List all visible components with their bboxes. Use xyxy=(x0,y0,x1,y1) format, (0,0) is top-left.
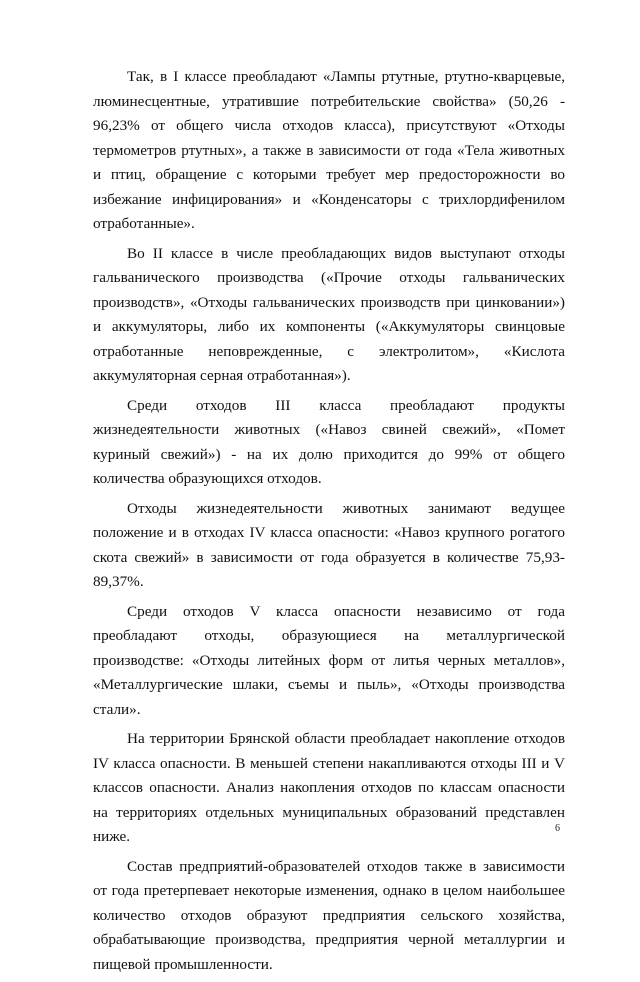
paragraph-class-2: Во II классе в числе преобладающих видов выступают отходы гальванического производства («Прочие отходы гальванических производств», «Отходы гальванических производств при цинковании») и аккумуляторы, либо их компоненты («Аккумуляторы свинцовые отработанные неповрежденные, с электролитом», «Кислота аккумуляторная серная отработанная»). xyxy=(93,244,565,384)
paragraph-class-1: Так, в I классе преобладают «Лампы ртутные, ртутно-кварцевые, люминесцентные, утратившие потребительские свойства» (50,26 - 96,23% от общего числа отходов класса), присутствуют «Отходы термометров ртутных», а также в зависимости от года «Тела животных и птиц, обращение с которыми требует мер предосторожности во избежание инфицирования» и «Конденсаторы с трихлордифенилом отработанные». xyxy=(93,68,565,232)
paragraph-class-4: Отходы жизнедеятельности животных занимают ведущее положение и в отходах IV класса опасности: «Навоз крупного рогатого скота свежий» в зависимости от года образуется в количестве 75,93-89,37%. xyxy=(93,499,565,590)
paragraph-accumulation: На территории Брянской области преобладает накопление отходов IV класса опасности. В меньшей степени накапливаются отходы III и V классов опасности. Анализ накопления отходов по классам опасности на территориях отдельных муниципальных образований представлен ниже. xyxy=(93,730,565,845)
paragraph-class-3: Среди отходов III класса преобладают продукты жизнедеятельности животных («Навоз свиней свежий», «Помет куриный свежий») - на их долю приходится до 99% от общего количества образующихся отходов. xyxy=(93,396,565,487)
paragraph-class-5: Среди отходов V класса опасности независимо от года преобладают отходы, образующиеся на металлургической производстве: «Отходы литейных форм от литья черных металлов», «Металлургические шлаки, съемы и пыль», «Отходы производства стали». xyxy=(93,602,565,718)
document-body xyxy=(93,65,565,982)
page-number: 6 xyxy=(555,823,560,834)
paragraph-enterprises: Состав предприятий-образователей отходов также в зависимости от года претерпевает некоторые изменения, однако в целом наибольшее количество отходов образуют предприятия сельского хозяйства, обрабатывающие производства, предприятия черной металлургии и пищевой промышленности. xyxy=(93,857,565,973)
